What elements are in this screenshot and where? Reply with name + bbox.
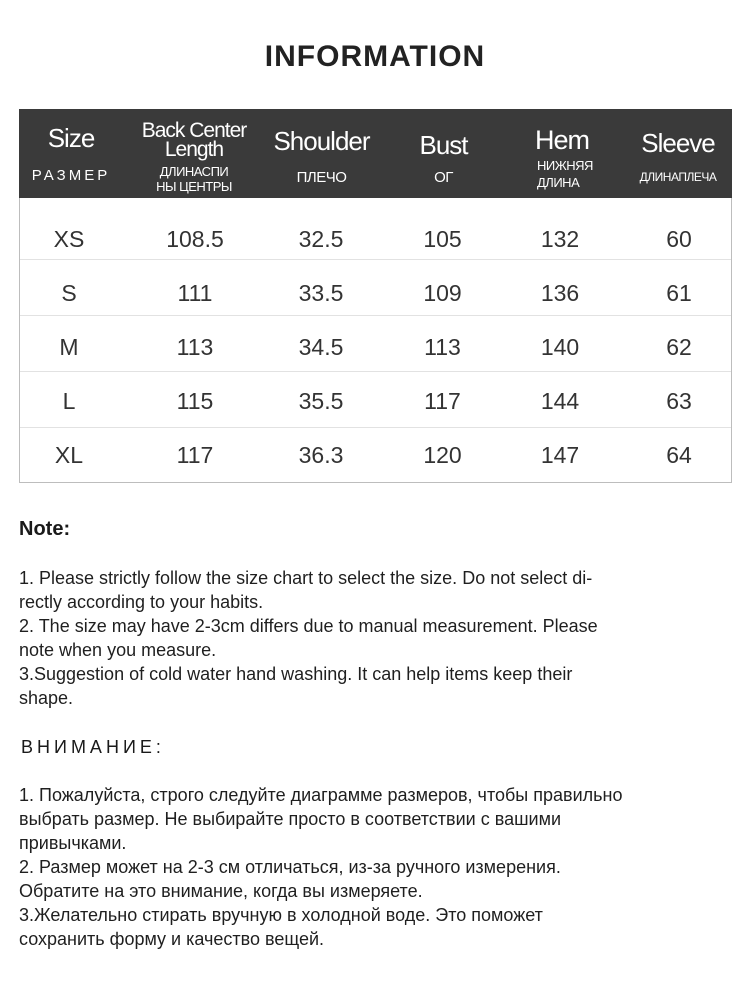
size-table bbox=[19, 109, 732, 483]
table-header bbox=[19, 109, 732, 198]
note-line: note when you measure. bbox=[19, 640, 217, 660]
header-bust bbox=[391, 109, 496, 198]
cell-hem: 136 bbox=[540, 280, 580, 306]
cell-hem: 144 bbox=[540, 388, 580, 414]
header-back-center-label-2: Length bbox=[164, 138, 224, 161]
cell-back-center-length: 113 bbox=[176, 334, 214, 360]
cell-back-center-length: 108.5 bbox=[166, 226, 224, 252]
header-size bbox=[19, 109, 123, 198]
header-sleeve bbox=[624, 109, 732, 198]
cell-sleeve: 61 bbox=[666, 280, 692, 306]
cell-back-center-length: 111 bbox=[177, 280, 213, 306]
cell-shoulder: 33.5 bbox=[298, 280, 344, 306]
note-line: rectly according to your habits. bbox=[19, 592, 264, 612]
ru-note-line: сохранить форму и качество вещей. bbox=[19, 929, 325, 949]
table-row bbox=[20, 374, 731, 428]
header-shoulder-label: Shoulder bbox=[273, 126, 370, 156]
cell-size: S bbox=[61, 280, 77, 306]
cell-hem: 147 bbox=[540, 442, 580, 468]
cell-bust: 105 bbox=[423, 226, 462, 252]
header-shoulder bbox=[264, 109, 379, 198]
header-size-label: Size bbox=[47, 123, 95, 153]
header-sleeve-label: Sleeve bbox=[641, 128, 715, 158]
table-row bbox=[20, 212, 731, 266]
ru-note-text bbox=[19, 783, 719, 951]
table-row bbox=[20, 320, 731, 374]
ru-note-line: Обратите на это внимание, когда вы измеряете. bbox=[19, 881, 423, 901]
cell-size: L bbox=[62, 388, 76, 414]
ru-note-heading: ВНИМАНИЕ: bbox=[21, 737, 165, 757]
ru-note-line: 1. Пожалуйста, строго следуйте диаграмме размеров, чтобы правильно bbox=[19, 785, 623, 805]
table-row bbox=[20, 266, 731, 320]
row-divider bbox=[20, 371, 731, 372]
note-line: 3.Suggestion of cold water hand washing. It can help items keep their bbox=[19, 664, 573, 684]
row-divider bbox=[20, 259, 731, 260]
header-hem bbox=[507, 109, 617, 198]
cell-back-center-length: 115 bbox=[176, 388, 214, 414]
header-hem-label: Hem bbox=[534, 125, 589, 155]
cell-bust: 113 bbox=[424, 334, 461, 360]
cell-sleeve: 64 bbox=[666, 442, 692, 468]
page-title: INFORMATION bbox=[264, 40, 486, 73]
cell-bust: 117 bbox=[424, 388, 461, 414]
cell-bust: 120 bbox=[423, 442, 462, 468]
header-bust-ru: ОГ bbox=[434, 169, 453, 186]
ru-note-line: выбрать размер. Не выбирайте просто в соответствии с вашими bbox=[19, 809, 562, 829]
cell-back-center-length: 117 bbox=[176, 442, 214, 468]
cell-sleeve: 60 bbox=[666, 226, 692, 252]
note-heading: Note: bbox=[19, 518, 71, 540]
header-sleeve-ru: ДЛИНАПЛЕЧА bbox=[639, 170, 717, 184]
cell-shoulder: 35.5 bbox=[298, 388, 344, 414]
header-back-center-label-1: Back Center bbox=[141, 119, 247, 142]
cell-size: M bbox=[59, 334, 79, 360]
table-row bbox=[20, 428, 731, 482]
header-back-center-length bbox=[129, 109, 259, 198]
cell-hem: 132 bbox=[540, 226, 580, 252]
header-back-center-ru-2: НЫ ЦЕНТРЫ bbox=[156, 179, 232, 194]
cell-sleeve: 63 bbox=[666, 388, 692, 414]
cell-shoulder: 34.5 bbox=[298, 334, 344, 360]
cell-shoulder: 36.3 bbox=[298, 442, 344, 468]
header-bust-label: Bust bbox=[419, 130, 468, 160]
header-back-center-ru-1: ДЛИНАСПИ bbox=[159, 164, 229, 179]
note-line: 1. Please strictly follow the size chart to select the size. Do not select di- bbox=[19, 568, 593, 588]
note-text bbox=[19, 566, 719, 710]
cell-hem: 140 bbox=[540, 334, 580, 360]
note-line: shape. bbox=[19, 688, 74, 708]
header-hem-ru-2: ДЛИНА bbox=[537, 175, 580, 190]
cell-sleeve: 62 bbox=[666, 334, 692, 360]
ru-note-line: 3.Желательно стирать вручную в холодной воде. Это поможет bbox=[19, 905, 543, 925]
header-size-ru: РАЗМЕР bbox=[31, 167, 111, 184]
cell-size: XS bbox=[53, 226, 85, 252]
row-divider bbox=[20, 315, 731, 316]
cell-bust: 109 bbox=[423, 280, 462, 306]
header-shoulder-ru: ПЛЕЧО bbox=[296, 169, 347, 186]
cell-shoulder: 32.5 bbox=[298, 226, 344, 252]
ru-note-line: 2. Размер может на 2-3 см отличаться, из-за ручного измерения. bbox=[19, 857, 561, 877]
note-line: 2. The size may have 2-3cm differs due to manual measurement. Please bbox=[19, 616, 598, 636]
ru-note-line: привычками. bbox=[19, 833, 127, 853]
header-hem-ru-1: НИЖНЯЯ bbox=[537, 158, 593, 173]
cell-size: XL bbox=[54, 442, 84, 468]
